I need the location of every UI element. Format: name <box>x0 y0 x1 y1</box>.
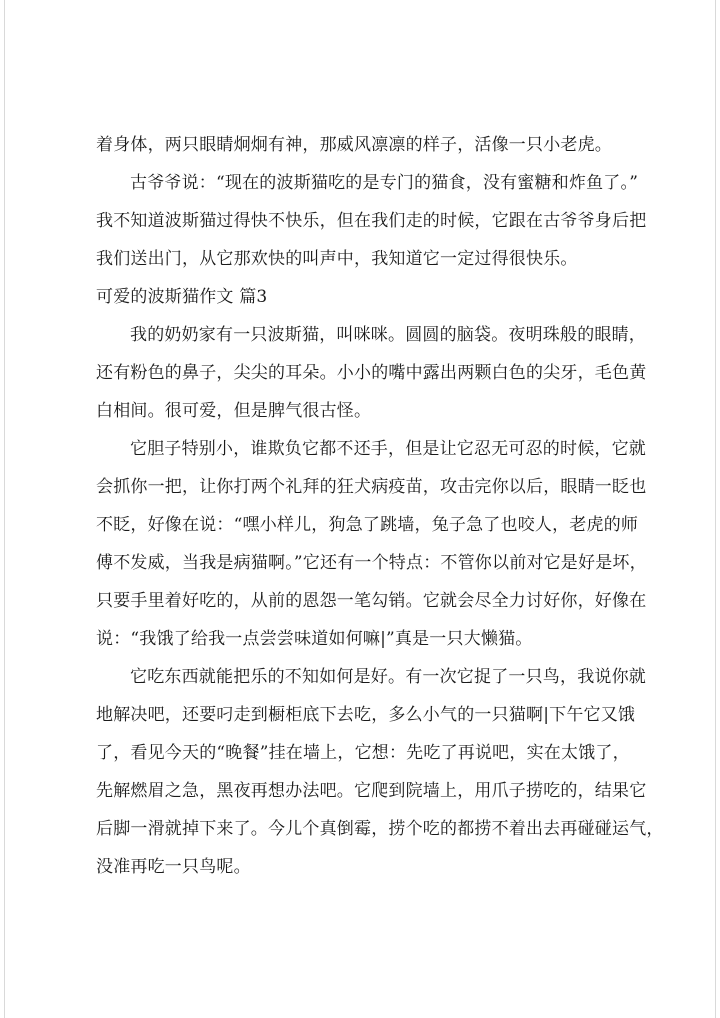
paragraph-2 <box>96 164 647 278</box>
paragraph-1 <box>96 126 632 164</box>
paragraph-3 <box>96 316 647 430</box>
text-line: 古爷爷说：“现在的波斯猫吃的是专门的猫食，没有蜜糖和炸鱼了。” <box>130 173 639 193</box>
document-body <box>96 126 664 886</box>
text-line: 不眨，好像在说：“嘿小样儿，狗急了跳墙，兔子急了也咬人，老虎的师 <box>96 515 639 535</box>
text-line: 会抓你一把，让你打两个礼拜的狂犬病疫苗，攻击完你以后，眼睛一眨也 <box>96 477 647 497</box>
text-line: 着身体，两只眼睛炯炯有神，那威风凛凛的样子，活像一只小老虎。 <box>96 135 612 155</box>
paragraph-5 <box>96 658 664 886</box>
text-line: 只要手里着好吃的，从前的恩怨一笔勾销。它就会尽全力讨好你，好像在 <box>96 591 647 611</box>
text-line: 我的奶奶家有一只波斯猫，叫咪咪。圆圆的脑袋。夜明珠般的眼睛， <box>130 325 646 345</box>
text-line: 了，看见今天的“晚餐”挂在墙上，它想：先吃了再说吧，实在太饿了， <box>96 743 630 763</box>
text-line: 我不知道波斯猫过得快不快乐，但在我们走的时候，它跟在古爷爷身后把 <box>96 211 647 231</box>
text-line: 我们送出门，从它那欢快的叫声中，我知道它一定过得很快乐。 <box>96 249 578 269</box>
text-line: 地解决吧，还要叼走到橱柜底下去吃，多么小气的一只猫啊|下午它又饿 <box>96 705 636 725</box>
text-line: 还有粉色的鼻子，尖尖的耳朵。小小的嘴中露出两颗白色的尖牙，毛色黄 <box>96 363 647 383</box>
text-line: 它胆子特别小，谁欺负它都不还手，但是让它忍无可忍的时候，它就 <box>130 439 646 459</box>
text-line: 傅不发威，当我是病猫啊。”它还有一个特点：不管你以前对它是好是坏， <box>96 553 647 573</box>
page-right-border <box>715 0 716 1018</box>
text-line: 白相间。很可爱，但是脾气很古怪。 <box>96 401 372 421</box>
section-heading: 可爱的波斯猫作文 篇3 <box>96 287 268 307</box>
text-line: 先解燃眉之急，黑夜再想办法吧。它爬到院墙上，用爪子捞吃的，结果它 <box>96 781 647 801</box>
paragraph-4 <box>96 430 647 658</box>
text-line: 说：“我饿了给我一点尝尝味道如何嘛|”真是一只大懒猫。 <box>96 629 533 649</box>
text-line: 后脚一滑就掉下来了。今儿个真倒霉，捞个吃的都捞不着出去再碰碰运气， <box>96 819 664 839</box>
page-left-border <box>4 0 5 1018</box>
text-line: 它吃东西就能把乐的不知如何是好。有一次它捉了一只鸟，我说你就 <box>130 667 646 687</box>
text-line: 没准再吃一只鸟呢。 <box>96 857 251 877</box>
